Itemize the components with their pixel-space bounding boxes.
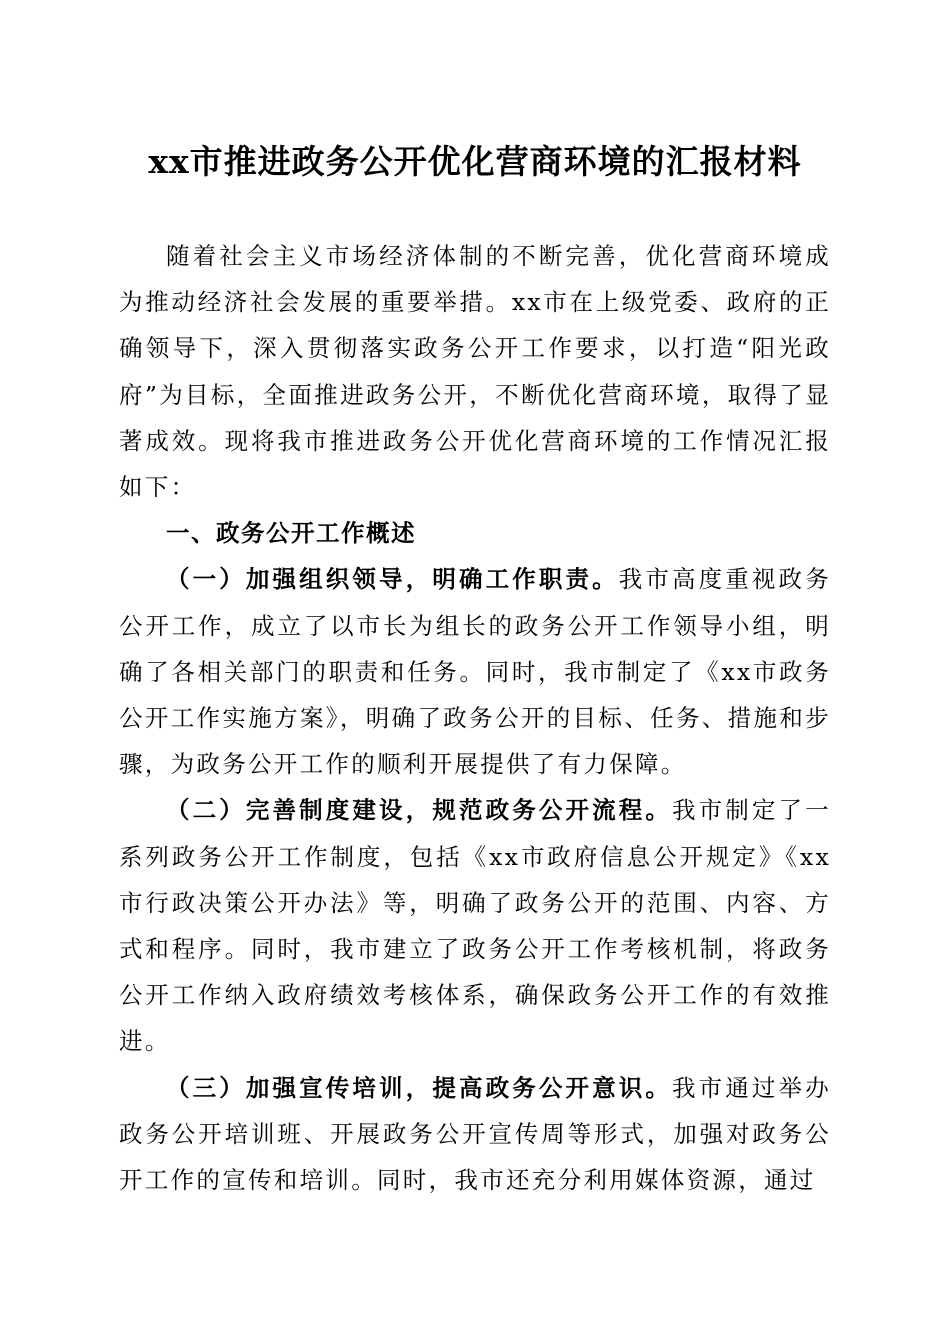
section-item-paragraph (119, 1065, 831, 1204)
section-item-paragraph (119, 787, 831, 1064)
section-item-text: 我市通过举办政务公开培训班、开展政务公开宣传周等形式，加强对政务公开工作的宣传和培训。同时，我市还充分利用媒体资源，通过 (119, 1073, 831, 1195)
document-title: xx市推进政务公开优化营商环境的汇报材料 (148, 142, 802, 181)
section-item-text: 我市高度重视政务公开工作，成立了以市长为组长的政务公开工作领导小组，明确了各相关部门的职责和任务。同时，我市制定了《xx市政务公开工作实施方案》，明确了政务公开的目标、任务、措施和步骤，为政务公开工作的顺利开展提供了有力保障。 (119, 565, 831, 779)
section-item-lead: （二）完善制度建设，规范政务公开流程。 (166, 796, 673, 825)
document-body (119, 233, 831, 1203)
section-heading: 一、政务公开工作概述 (166, 519, 416, 548)
section-item-lead: （三）加强宣传培训，提高政务公开意识。 (166, 1073, 673, 1102)
section-item-paragraph (119, 556, 831, 787)
intro-paragraph: 随着社会主义市场经济体制的不断完善，优化营商环境成为推动经济社会发展的重要举措。xx市在上级党委、政府的正确领导下，深入贯彻落实政务公开工作要求，以打造“阳光政府”为目标，全面推进政务公开，不断优化营商环境，取得了显著成效。现将我市推进政务公开优化营商环境的工作情况汇报如下： (119, 242, 831, 502)
section-item-lead: （一）加强组织领导，明确工作职责。 (166, 565, 619, 594)
section-item-text: 我市制定了一系列政务公开工作制度，包括《xx市政府信息公开规定》《xx市行政决策公开办法》等，明确了政务公开的范围、内容、方式和程序。同时，我市建立了政务公开工作考核机制，将政务公开工作纳入政府绩效考核体系，确保政务公开工作的有效推进。 (119, 796, 831, 1056)
